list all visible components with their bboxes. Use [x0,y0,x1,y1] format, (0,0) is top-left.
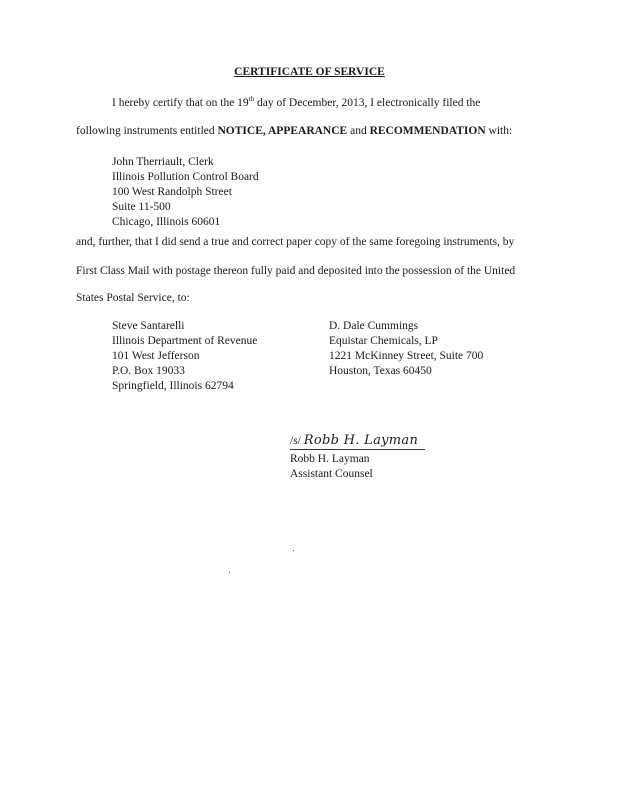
service-line-3: States Postal Service, to: [76,292,190,304]
signatory-title: Assistant Counsel [290,468,373,480]
electronic-signature-line [290,433,425,450]
service-line-2: First Class Mail with postage thereon fully paid and deposited into the possession of the United [76,265,516,277]
signature-prefix: /s/ [290,435,301,447]
instruments-intro: following instruments entitled [76,125,218,137]
address-line: Chicago, Illinois 60601 [112,216,221,228]
scan-speck [229,572,230,573]
address-line: Springfield, Illinois 62794 [112,380,234,392]
address-line: Equistar Chemicals, LP [329,335,438,347]
service-line-1: and, further, that I did send a true and correct paper copy of the same foregoing instruments, by [76,236,515,248]
and-connector: and [347,125,370,137]
recipient-address-right [329,319,483,379]
clerk-address-block [112,155,259,230]
address-line: D. Dale Cummings [329,320,419,332]
signature-script: Robb H. Layman [303,433,419,448]
certification-line-1 [112,95,480,109]
certification-text-b: day of December, 2013, I electronically filed the [254,96,481,109]
address-line: Houston, Texas 60450 [329,365,432,377]
certification-text-a: I hereby certify that on the 19 [112,96,249,109]
with-text: with: [485,125,513,137]
signatory-block [290,452,373,482]
certification-line-2 [76,125,512,137]
address-line: 100 West Randolph Street [112,186,232,198]
address-line: Illinois Pollution Control Board [112,171,259,183]
instrument-title-recommendation: RECOMMENDATION [369,125,486,137]
instrument-title-notice: NOTICE, APPEARANCE [217,125,348,137]
scan-speck [293,550,294,551]
document-title: CERTIFICATE OF SERVICE [234,66,385,78]
address-line: Suite 11-500 [112,201,171,213]
address-line: P.O. Box 19033 [112,365,185,377]
signatory-name: Robb H. Layman [290,453,370,465]
address-line: Steve Santarelli [112,320,185,332]
address-line: John Therriault, Clerk [112,156,214,168]
address-line: 1221 McKinney Street, Suite 700 [329,350,484,362]
address-line: 101 West Jefferson [112,350,200,362]
ordinal-suffix: th [248,95,255,103]
recipient-address-left [112,319,257,394]
address-line: Illinois Department of Revenue [112,335,258,347]
